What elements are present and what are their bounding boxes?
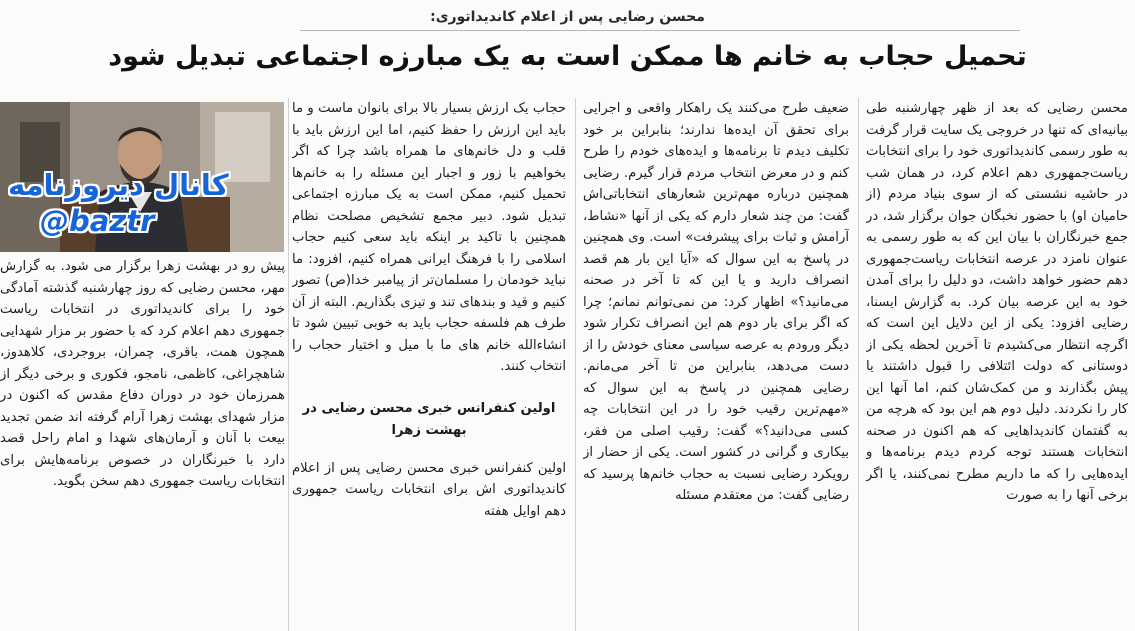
column-4-text: پیش رو در بهشت زهرا برگزار می شود. به گزارش مهر، محسن رضایی که روز چهارشنبه گذشته آمادگی خود را برای کاندیداتوری در انتخابات ریاست جمهوری دهم اعلام کرد که با حضور بر مزار شهدایی همچون همت، باقری، چمران، بروجردی، کلاهدوز، شاهچراغی، کاظمی، نامجو، فکوری و برخی دیگر از همرزمان خود در دوران دفاع مقدس که اکنون در مزار شهدای بهشت زهرا آرام گرفته اند ضمن تجدید بیعت با آنان و آرمان‌های شهدا و امام راحل قصد دارد با خبرنگاران در خصوص برنامه‌هایش برای انتخابات ریاست جمهوری دهم سخن بگوید.	[0, 259, 285, 489]
article-kicker: محسن رضایی پس از اعلام کاندیداتوری:	[430, 9, 705, 25]
column-3-text: حجاب یک ارزش بسیار بالا برای بانوان ماست و ما باید این ارزش را حفظ کنیم، اما این ارزش باید با قلب و دل خانم‌های ما همراه باشد چرا که اگر بخواهیم با زور و اجبار این مسئله را به خانم‌ها تحمیل کنیم، ممکن است به یک مبارزه اجتماعی تبدیل شود. دبیر مجمع تشخیص مصلحت نظام همچنین با تاکید بر اینکه باید سعی کنیم حجاب اسلامی را با فرهنگ ایرانی همراه کنیم، افزود: ما نباید خودمان را مسلمان‌تر از پیامبر خدا(ص) تصور کنیم و قید و بندهای تند و تیزی بگذاریم. البته از آن طرف هم فلسفه حجاب باید به خوبی تبیین شود تا انشاءالله خانم های ما با میل و اختیار حجاب را انتخاب کنند.	[292, 101, 566, 374]
article-column-2	[583, 98, 849, 630]
column-divider	[858, 98, 859, 631]
column-3b-text: اولین کنفرانس خبری محسن رضایی پس از اعلام کاندیداتوری اش برای انتخابات ریاست جمهوری دهم اوایل هفته	[292, 460, 566, 519]
article-column-1	[866, 98, 1128, 630]
column-divider	[575, 98, 576, 631]
column-divider	[288, 98, 289, 631]
column-2-text: ضعیف طرح می‌کنند یک راهکار واقعی و اجرایی برای تحقق آن ایده‌ها ندارند؛ بنابراین بر خود تکلیف دیدم تا برنامه‌ها و ایده‌های خودم را طرح کنم و در معرض انتخاب مردم قرار گیرم. رضایی همچنین درباره مهم‌ترین شعارهای انتخاباتی‌اش گفت: من چند شعار دارم که یکی از آنها «نشاط، آرامش و ثبات برای پیشرفت» است. وی همچنین در پاسخ به این سوال که «آیا این بار هم قصد انصراف دارید و یا این که تا آخر در صحنه می‌مانید؟» اظهار کرد: من نمی‌توانم نمانم؛ چرا که اگر برای بار دوم هم این انصراف تکرار شود دیگر ورودم به عرصه سیاسی معنای خودش را از دست می‌دهد، بنابراین من تا آخر می‌مانم. رضایی همچنین در پاسخ به این سوال که «مهم‌ترین رقیب خود را در این انتخابات چه کسی می‌دانید؟» گفت: رقیب اصلی من فقر، بیکاری و گرانی در کشور است. یکی از حضار از رویکرد رضایی نسبت به حجاب خانم‌ها پرسید که رضایی گفت: من معتقدم مسئله	[583, 101, 849, 503]
watermark-handle: @baztr	[40, 204, 155, 238]
column-1-text: محسن رضایی که بعد از ظهر چهارشنبه طی بیانیه‌ای که تنها در خروجی یک سایت قرار گرفت به طور رسمی کاندیداتوری خود را برای انتخابات ریاست‌جمهوری دهم اعلام کرد، در همان شب در حاشیه نشستی که از سوی بنیاد مردم (از حامیان او) با حضور نخبگان جوان برگزار شد، در جمع خبرنگاران با بیان این که به طور رسمی به عنوان نامزد در عرصه انتخابات ریاست‌جمهوری دهم حضور خواهد داشت، دو دلیل را برای آمدن خود به این عرصه بیان کرد. به گزارش ایسنا، رضایی افزود: یکی از این دلایل این است که اگرچه انتظار می‌کشیدم تا آخرین لحظه یکی از دوستانی که دولت ائتلافی را قبول داشتند یا پیش بگذارند و من کمک‌شان کنم، اما آنها این کار را نکردند. دلیل دوم هم این بود که هرچه من به گفتمان کاندیداهایی که هم اکنون در صحنه انتخابات هستند توجه کردم دیدم برنامه‌ها و ایده‌هایی را که ما داریم مطرح نمی‌کنند، یا اگر برخی آنها را به صورت	[866, 101, 1128, 503]
kicker-divider	[300, 30, 1020, 31]
article-subheading: اولین کنفرانس خبری محسن رضایی در بهشت زهرا	[302, 400, 556, 438]
article-headline: تحمیل حجاب به خانم ها ممکن است به یک مبارزه اجتماعی تبدیل شود	[108, 41, 1027, 72]
article-column-3	[292, 98, 566, 630]
article-column-4	[0, 256, 285, 630]
watermark-channel-name: کانال دیروزنامه	[8, 168, 229, 202]
